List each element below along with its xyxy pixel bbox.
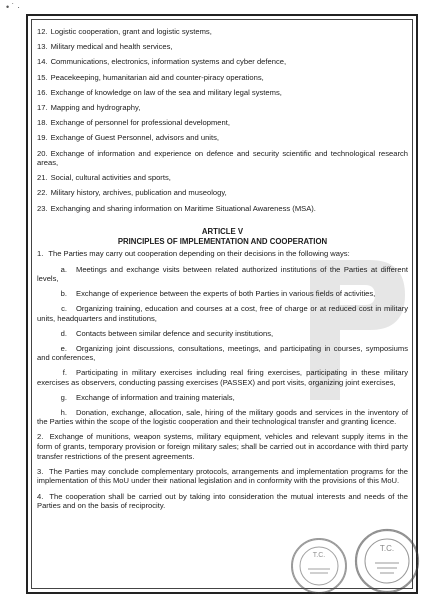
list-item-number: 13.	[37, 42, 48, 52]
list-item-text: Exchange of information and experience on defence and security scientific and technological research areas,	[37, 148, 408, 168]
paragraph-1	[37, 249, 408, 259]
sub-item-letter: h.	[60, 407, 67, 417]
article-number: ARTICLE V	[201, 227, 244, 237]
paragraph-text: The Parties may conclude complementary protocols, arrangements and implementation programs for the implementation of this MoU under their national legislation and in conformity with the provisions of this MoU.	[37, 466, 408, 486]
list-item	[37, 149, 408, 168]
list-item-text: Peacekeeping, humanitarian aid and counter-piracy operations,	[50, 72, 264, 82]
list-item-number: 17.	[37, 102, 48, 112]
list-item-number: 20.	[37, 148, 48, 158]
official-seal-left	[288, 535, 350, 595]
sub-item-letter: c.	[61, 304, 67, 314]
list-item	[37, 88, 408, 98]
seal-text: T.C.	[379, 544, 395, 553]
list-item	[37, 188, 408, 198]
paragraph-text: The Parties may carry out cooperation depending on their decisions in the following ways:	[48, 249, 350, 259]
list-item	[37, 118, 408, 128]
list-item-number: 15.	[37, 72, 48, 82]
paragraph-text: The cooperation shall be carried out by taking into consideration the mutual interests and needs of the Parties and on the basis of reciprocity.	[37, 491, 408, 511]
sub-item	[37, 289, 408, 299]
seal-text: T.C.	[312, 552, 326, 559]
list-item-number: 21.	[37, 173, 48, 183]
paragraph-3	[37, 467, 408, 486]
paragraph-4	[37, 492, 408, 511]
list-item-text: Exchange of personnel for professional development,	[50, 118, 230, 128]
sub-item-text: Meetings and exchange visits between related authorized institutions of the Parties at different levels,	[37, 264, 408, 284]
list-item-text: Exchange of Guest Personnel, advisors and units,	[50, 133, 219, 143]
sub-item-text: Organizing training, education and courses at a cost, free of charge or at reduced cost in military units, headquarters and institutions,	[37, 304, 408, 323]
list-item-text: Military medical and health services,	[50, 42, 173, 52]
sub-item	[37, 304, 408, 323]
list-item-number: 19.	[37, 133, 48, 143]
sub-item	[37, 368, 408, 387]
article-heading	[37, 227, 408, 246]
list-item-text: Exchange of knowledge on law of the sea and military legal systems,	[50, 87, 282, 97]
list-item-number: 14.	[37, 57, 48, 67]
sub-item-letter: e.	[60, 343, 67, 353]
scan-speck: • ˙ ·	[6, 2, 21, 12]
paragraph-number: 2.	[37, 432, 44, 442]
sub-item-letter: d.	[60, 328, 67, 338]
sub-item-text: Donation, exchange, allocation, sale, hiring of the military goods and services in the inventory of the Parties within the scope of the logistic cooperation and their technological transfer and granting licence.	[37, 407, 408, 427]
sub-item	[37, 408, 408, 427]
list-item	[37, 42, 408, 52]
article-title: PRINCIPLES OF IMPLEMENTATION AND COOPERATION	[117, 236, 328, 246]
list-item	[37, 73, 408, 83]
sub-item	[37, 344, 408, 363]
list-item-text: Social, cultural activities and sports,	[50, 173, 171, 183]
paragraph-number: 1.	[37, 249, 44, 259]
list-item	[37, 27, 408, 37]
document-body	[37, 27, 408, 516]
cooperation-areas-list	[37, 27, 408, 213]
list-item-number: 16.	[37, 87, 48, 97]
sub-item-letter: g.	[60, 392, 67, 402]
sub-item-letter: b.	[60, 289, 67, 299]
list-item-number: 22.	[37, 188, 48, 198]
list-item-text: Communications, electronics, information systems and cyber defence,	[50, 57, 287, 67]
list-item	[37, 103, 408, 113]
list-item-text: Military history, archives, publication and museology,	[50, 188, 227, 198]
sub-item	[37, 265, 408, 284]
list-item	[37, 57, 408, 67]
paragraph-number: 3.	[37, 466, 44, 476]
sub-item-text: Contacts between similar defence and security institutions,	[76, 328, 274, 338]
list-item	[37, 173, 408, 183]
paragraph-number: 4.	[37, 491, 44, 501]
list-item-number: 12.	[37, 27, 48, 36]
paragraph-text: Exchange of munitions, weapon systems, military equipment, vehicles and relevant supply items in the form of grants, temporary provision or foreign military sales; shall be carried out in accordance with third party transfer restrictions of the present agreements.	[37, 432, 408, 461]
sub-item-text: Participating in military exercises including real firing exercises, participating in these military exercises as observers, conducting passing exercises (PASSEX) and port visits, organizing joint exercises,	[37, 368, 408, 387]
sub-item-text: Exchange of experience between the experts of both Parties in various fields of activities,	[76, 289, 376, 299]
list-item-text: Logistic cooperation, grant and logistic systems,	[50, 27, 212, 36]
sub-item	[37, 329, 408, 339]
list-item-text: Mapping and hydrography,	[50, 102, 141, 112]
sub-item-text: Organizing joint discussions, consultations, meetings, and participating in courses, symposiums and conferences,	[37, 343, 408, 363]
list-item-text: Exchanging and sharing information on Maritime Situational Awareness (MSA).	[50, 203, 316, 213]
sub-item-letter: a.	[60, 264, 67, 274]
list-item	[37, 204, 408, 214]
list-item-number: 18.	[37, 118, 48, 128]
paragraph-2	[37, 432, 408, 461]
sub-item	[37, 393, 408, 403]
sub-item-text: Exchange of information and training materials,	[76, 392, 235, 402]
official-seal-right	[352, 525, 422, 597]
cooperation-ways-list	[37, 265, 408, 427]
list-item	[37, 133, 408, 143]
sub-item-letter: f.	[62, 368, 67, 378]
list-item-number: 23.	[37, 203, 48, 213]
